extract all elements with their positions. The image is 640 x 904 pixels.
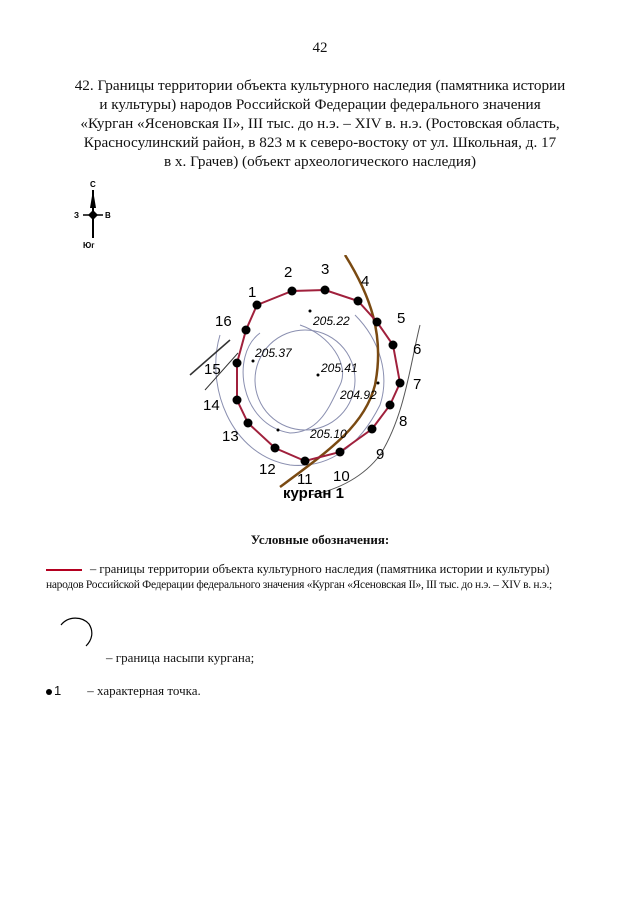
compass-east: В xyxy=(105,211,111,220)
point-labels xyxy=(203,261,421,488)
mound-label: курган 1 xyxy=(283,485,344,502)
characteristic-point xyxy=(396,379,405,388)
site-map xyxy=(180,255,440,505)
page-number: 42 xyxy=(312,40,328,56)
characteristic-point xyxy=(233,359,242,368)
characteristic-point xyxy=(288,287,297,296)
legend-boundary-text: – границы территории объекта культурного наследия (памятника истории и культуры) xyxy=(90,562,550,576)
point-label: 1 xyxy=(248,284,257,301)
title-line: и культуры) народов Российской Федерации федерального значения xyxy=(99,96,541,113)
legend-mound-text: – граница насыпи кургана; xyxy=(106,650,255,665)
characteristic-point xyxy=(373,318,382,327)
title-line: в х. Грачев) (объект археологического наследия) xyxy=(163,153,477,170)
characteristic-point xyxy=(253,301,262,310)
point-label: 6 xyxy=(413,341,422,358)
point-label: 7 xyxy=(413,376,422,393)
point-label: 3 xyxy=(321,261,330,278)
characteristic-point xyxy=(321,286,330,295)
point-label: 5 xyxy=(397,310,406,327)
contour-line xyxy=(243,325,342,433)
point-label: 13 xyxy=(222,428,239,445)
elevation-label: 205.37 xyxy=(255,346,292,360)
legend-point-text: – характерная точка. xyxy=(87,683,201,698)
mound-boundary xyxy=(255,330,355,430)
point-label: 4 xyxy=(361,273,370,290)
elevation-label: 204.92 xyxy=(340,388,377,402)
document-title xyxy=(60,76,580,171)
legend-point-sample: 1 xyxy=(54,683,62,698)
compass-west: З xyxy=(74,211,80,220)
characteristic-point xyxy=(368,425,377,434)
legend-boundary-text-2: народов Российской Федерации федерального значения «Курган «Ясеновская II», III тыс. до н.э. – XIV в. н.э.; xyxy=(46,579,552,591)
title-line: 42. Границы территории объекта культурного наследия (памятника истории xyxy=(74,77,566,94)
title-line: Красносулинский район, в 823 м к северо-востоку от ул. Школьная, д. 17 xyxy=(83,134,557,151)
characteristic-point xyxy=(244,419,253,428)
point-label: 11 xyxy=(297,471,313,488)
characteristic-point xyxy=(233,396,242,405)
characteristic-point xyxy=(242,326,251,335)
elevation-label: 205.41 xyxy=(321,361,358,375)
elevation-label: 205.10 xyxy=(310,427,347,441)
compass-south: Юг xyxy=(83,241,95,250)
characteristic-point xyxy=(354,297,363,306)
elevation-marks xyxy=(252,310,380,442)
point-label: 15 xyxy=(204,361,221,378)
boundary-swatch-icon xyxy=(46,569,82,571)
point-label: 9 xyxy=(376,446,385,463)
point-label: 12 xyxy=(259,461,276,478)
mound-boundary-icon xyxy=(56,610,102,660)
point-label: 8 xyxy=(399,413,408,430)
title-line: «Курган «Ясеновская II», III тыс. до н.э. – XIV в. н.э. (Ростовская область, xyxy=(80,115,560,132)
point-label: 14 xyxy=(203,397,220,414)
characteristic-point xyxy=(336,448,345,457)
point-label: 2 xyxy=(284,264,293,281)
point-label: 10 xyxy=(333,468,350,485)
characteristic-point xyxy=(386,401,395,410)
legend-point-item xyxy=(46,683,201,699)
characteristic-point xyxy=(301,457,310,466)
compass-rose-icon xyxy=(68,178,118,253)
point-label: 16 xyxy=(215,313,232,330)
point-dot-icon xyxy=(46,689,52,695)
characteristic-point xyxy=(271,444,280,453)
elevation-label: 205.22 xyxy=(313,314,350,328)
compass-north: С xyxy=(90,180,96,189)
legend-boundary-item xyxy=(46,561,586,593)
characteristic-point xyxy=(389,341,398,350)
legend-title: Условные обозначения: xyxy=(250,532,390,547)
